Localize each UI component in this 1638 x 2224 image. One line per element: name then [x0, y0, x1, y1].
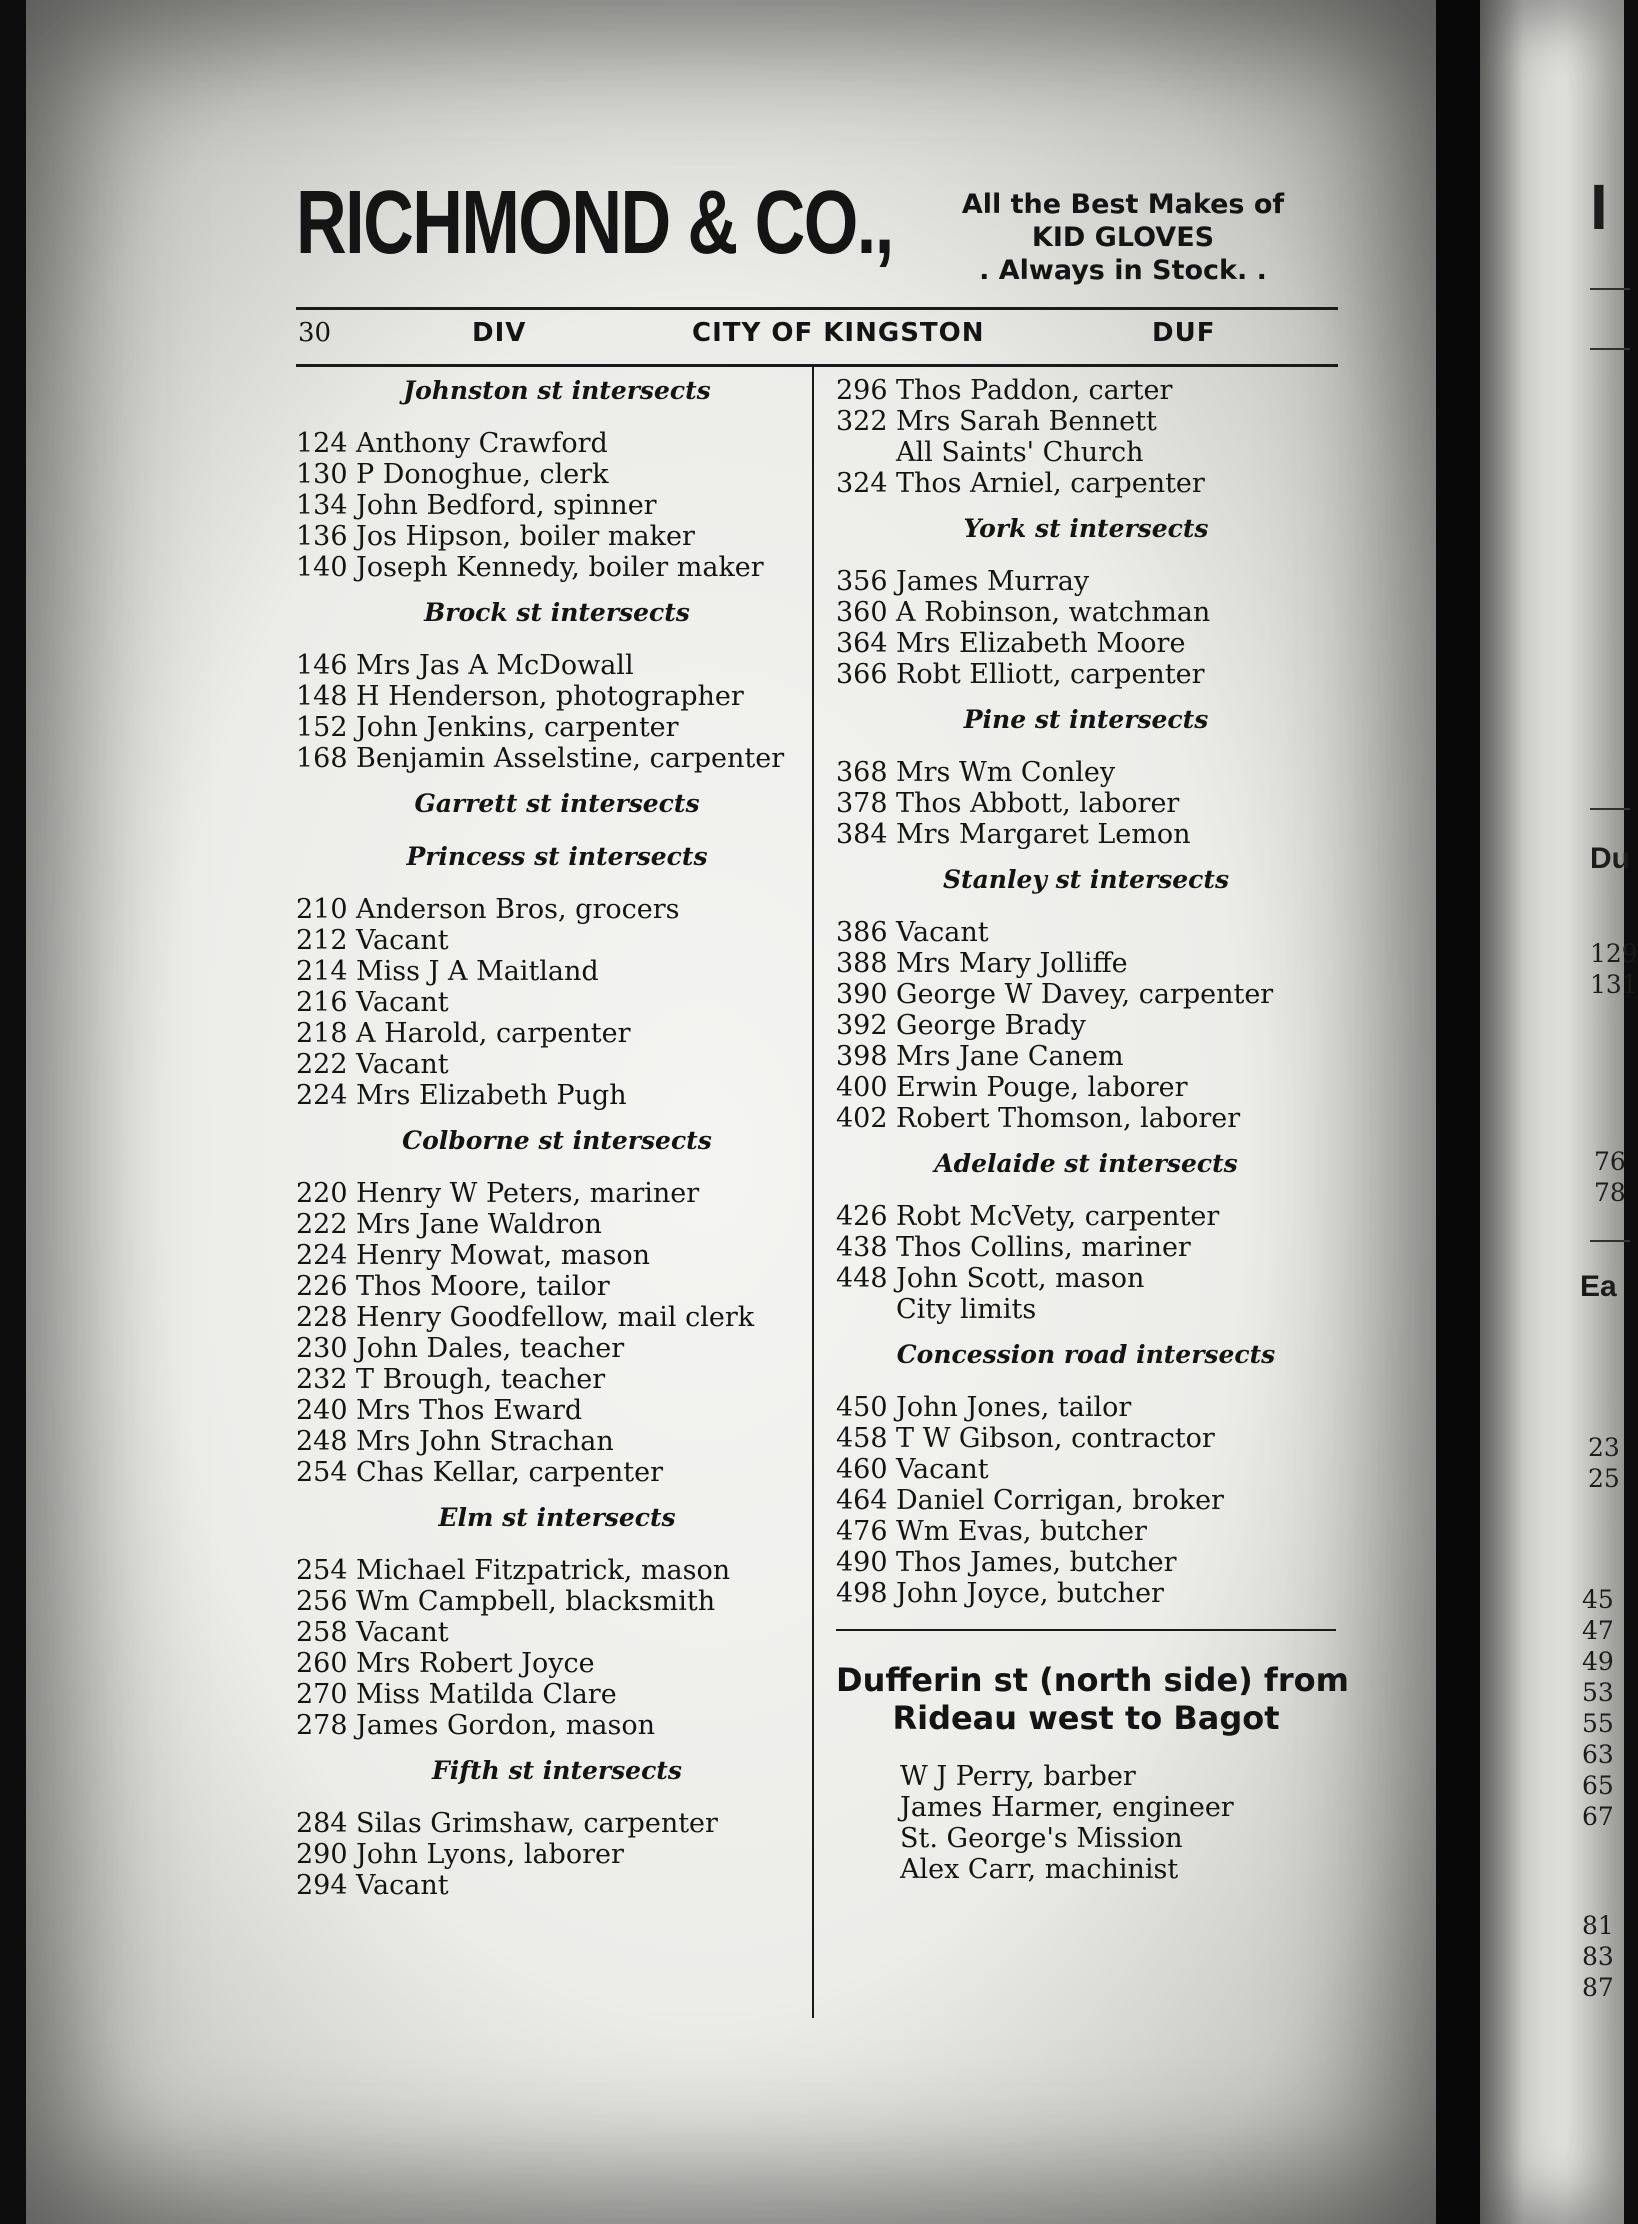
facing-house-number: 53 — [1582, 1678, 1614, 1707]
resident-name: Thos Moore, tailor — [356, 1271, 610, 1302]
resident-name: Mrs Mary Jolliffe — [896, 948, 1128, 979]
directory-entry — [296, 1648, 818, 1679]
resident-name: George W Davey, carpenter — [896, 979, 1274, 1010]
house-number: 366 — [836, 659, 888, 690]
directory-entry — [296, 459, 818, 490]
house-number: 152 — [296, 712, 348, 743]
house-number: 398 — [836, 1041, 888, 1072]
resident-name: John Bedford, spinner — [356, 490, 657, 521]
resident-name: Wm Evas, butcher — [896, 1516, 1147, 1547]
directory-entry — [836, 788, 1336, 819]
directory-entry — [836, 1010, 1336, 1041]
resident-name: James Gordon, mason — [356, 1710, 655, 1741]
directory-entry — [836, 468, 1336, 499]
directory-entry — [296, 1679, 818, 1710]
directory-entry — [836, 1201, 1336, 1232]
house-number: 458 — [836, 1423, 888, 1454]
house-number: 232 — [296, 1364, 348, 1395]
resident-name: Vacant — [356, 925, 449, 956]
facing-number-group — [1582, 1910, 1614, 2003]
house-number: 146 — [296, 650, 348, 681]
directory-entry — [836, 1578, 1336, 1609]
intersect-heading: Colborne st intersects — [402, 1126, 712, 1155]
house-number: 324 — [836, 468, 888, 499]
directory-entry — [296, 681, 818, 712]
running-head-right-label: DUF — [1152, 318, 1216, 348]
intersect-heading: Adelaide st intersects — [934, 1149, 1238, 1178]
directory-entry — [296, 925, 818, 956]
resident-name: Alex Carr, machinist — [900, 1854, 1179, 1885]
directory-entry — [296, 552, 818, 583]
house-number: 438 — [836, 1232, 888, 1263]
resident-name: James Harmer, engineer — [900, 1792, 1234, 1823]
house-number: 322 — [836, 406, 888, 437]
resident-name: James Murray — [896, 566, 1090, 597]
facing-heading-letter: I — [1590, 171, 1608, 243]
directory-entry — [836, 628, 1336, 659]
directory-entry — [836, 1454, 1336, 1485]
house-number: 210 — [296, 894, 348, 925]
house-number: 218 — [296, 1018, 348, 1049]
house-number: 134 — [296, 490, 348, 521]
directory-entry — [296, 490, 818, 521]
resident-name: Thos Collins, mariner — [896, 1232, 1191, 1263]
facing-house-number: 78 — [1594, 1178, 1626, 1207]
section-title-line: Rideau west to Bagot — [892, 1699, 1280, 1737]
section-title-line: Dufferin st (north side) from — [836, 1661, 1349, 1699]
directory-entry — [296, 1271, 818, 1302]
advert-company-name: RICHMOND & CO., — [296, 173, 893, 273]
house-number: 256 — [296, 1586, 348, 1617]
house-number: 214 — [296, 956, 348, 987]
resident-name: John Jenkins, carpenter — [356, 712, 679, 743]
resident-name: A Robinson, watchman — [896, 597, 1211, 628]
directory-page — [26, 0, 1436, 2224]
directory-entry — [296, 1617, 818, 1648]
house-number: 224 — [296, 1080, 348, 1111]
directory-entry — [836, 406, 1336, 437]
resident-name: Robt Elliott, carpenter — [896, 659, 1205, 690]
facing-number-group — [1582, 1584, 1614, 1832]
resident-name: A Harold, carpenter — [356, 1018, 631, 1049]
intersect-heading: Fifth st intersects — [432, 1756, 682, 1785]
resident-name: Mrs Robert Joyce — [356, 1648, 595, 1679]
section-title — [836, 1661, 1349, 1737]
resident-name: George Brady — [896, 1010, 1086, 1041]
facing-house-number: 47 — [1582, 1616, 1614, 1645]
house-number: 392 — [836, 1010, 888, 1041]
directory-entry — [836, 1547, 1336, 1578]
resident-name: Henry W Peters, mariner — [356, 1178, 700, 1209]
advert-tagline-line: . Always in Stock. . — [979, 255, 1267, 286]
advert-tagline-line: KID GLOVES — [1031, 222, 1215, 253]
directory-entry — [836, 1294, 1336, 1325]
resident-name: Mrs Wm Conley — [896, 757, 1116, 788]
directory-entry — [296, 1240, 818, 1271]
left-column — [296, 375, 818, 1901]
resident-name: Vacant — [356, 1870, 449, 1901]
resident-name: Joseph Kennedy, boiler maker — [356, 552, 764, 583]
header-rule-top — [296, 307, 1338, 310]
house-number: 222 — [296, 1049, 348, 1080]
intersect-heading: Brock st intersects — [424, 598, 690, 627]
resident-name: Mrs Thos Eward — [356, 1395, 583, 1426]
directory-entry — [296, 1395, 818, 1426]
intersect-heading: Johnston st intersects — [403, 376, 711, 405]
directory-entry — [296, 987, 818, 1018]
house-number: 490 — [836, 1547, 888, 1578]
facing-house-number: 65 — [1582, 1771, 1614, 1800]
resident-name: W J Perry, barber — [900, 1761, 1136, 1792]
resident-name: Chas Kellar, carpenter — [356, 1457, 663, 1488]
house-number: 384 — [836, 819, 888, 850]
directory-entry — [836, 659, 1336, 690]
directory-entry — [296, 1839, 818, 1870]
house-number: 378 — [836, 788, 888, 819]
directory-entry — [296, 1586, 818, 1617]
house-number: 296 — [836, 375, 888, 406]
house-number: 388 — [836, 948, 888, 979]
resident-name: Mrs John Strachan — [356, 1426, 614, 1457]
facing-house-number: 129 — [1590, 939, 1638, 968]
directory-entry — [836, 819, 1336, 850]
house-number: 402 — [836, 1103, 888, 1134]
directory-entry — [296, 1457, 818, 1488]
house-number: 124 — [296, 428, 348, 459]
facing-house-number: 23 — [1588, 1433, 1620, 1462]
facing-house-number: 81 — [1582, 1911, 1614, 1940]
house-number: 248 — [296, 1426, 348, 1457]
facing-number-group — [1594, 1146, 1626, 1208]
directory-entry — [836, 948, 1336, 979]
house-number: 386 — [836, 917, 888, 948]
house-number: 226 — [296, 1271, 348, 1302]
intersect-heading: Elm st intersects — [438, 1503, 676, 1532]
resident-name: Vacant — [356, 1049, 449, 1080]
directory-entry — [900, 1761, 1336, 1792]
resident-name: Wm Campbell, blacksmith — [356, 1586, 716, 1617]
resident-name: Henry Mowat, mason — [356, 1240, 650, 1271]
house-number: 270 — [296, 1679, 348, 1710]
house-number: 364 — [836, 628, 888, 659]
directory-entry — [296, 1710, 818, 1741]
directory-entry — [836, 597, 1336, 628]
directory-entry — [836, 1485, 1336, 1516]
resident-name: T W Gibson, contractor — [896, 1423, 1215, 1454]
directory-entry — [296, 1555, 818, 1586]
house-number: 258 — [296, 1617, 348, 1648]
header-rule-bottom — [296, 364, 1338, 367]
house-number: 230 — [296, 1333, 348, 1364]
house-number: 212 — [296, 925, 348, 956]
directory-entry — [296, 956, 818, 987]
intersect-heading: Princess st intersects — [406, 842, 708, 871]
directory-entry — [836, 566, 1336, 597]
resident-name: Robt McVety, carpenter — [896, 1201, 1220, 1232]
directory-entry — [296, 743, 818, 774]
page-number: 30 — [298, 318, 332, 348]
resident-name: John Joyce, butcher — [896, 1578, 1164, 1609]
resident-name: Jos Hipson, boiler maker — [356, 521, 695, 552]
resident-name: Mrs Sarah Bennett — [896, 406, 1157, 437]
running-head-title: CITY OF KINGSTON — [692, 318, 985, 348]
facing-house-number: 63 — [1582, 1740, 1614, 1769]
house-number: 356 — [836, 566, 888, 597]
directory-entry — [296, 1018, 818, 1049]
house-number: 228 — [296, 1302, 348, 1333]
directory-entry — [836, 917, 1336, 948]
directory-entry — [296, 1080, 818, 1111]
resident-name: H Henderson, photographer — [356, 681, 744, 712]
resident-name: Michael Fitzpatrick, mason — [356, 1555, 731, 1586]
facing-section-start: Du — [1590, 842, 1630, 875]
intersect-heading: York st intersects — [963, 514, 1209, 543]
resident-name: Mrs Elizabeth Moore — [896, 628, 1186, 659]
directory-entry — [296, 1333, 818, 1364]
facing-section-start: Ea — [1580, 1270, 1617, 1303]
house-number: 476 — [836, 1516, 888, 1547]
directory-entry — [836, 757, 1336, 788]
resident-name: Silas Grimshaw, carpenter — [356, 1808, 718, 1839]
house-number: 294 — [296, 1870, 348, 1901]
directory-entry — [836, 1072, 1336, 1103]
house-number: 222 — [296, 1209, 348, 1240]
directory-entry — [296, 650, 818, 681]
resident-name: Thos Paddon, carter — [896, 375, 1173, 406]
directory-entry — [836, 979, 1336, 1010]
resident-name: Anderson Bros, grocers — [356, 894, 680, 925]
intersect-heading: Pine st intersects — [963, 705, 1209, 734]
resident-name: John Scott, mason — [896, 1263, 1145, 1294]
house-number: 136 — [296, 521, 348, 552]
directory-entry — [836, 375, 1336, 406]
house-number: 460 — [836, 1454, 888, 1485]
facing-number-group — [1588, 1432, 1620, 1494]
house-number: 254 — [296, 1457, 348, 1488]
resident-name: Henry Goodfellow, mail clerk — [356, 1302, 755, 1333]
section-entries — [836, 1761, 1336, 1885]
directory-entry — [296, 1302, 818, 1333]
right-lead-entries — [836, 375, 1336, 499]
facing-house-number: 55 — [1582, 1709, 1614, 1738]
house-number: 368 — [836, 757, 888, 788]
facing-number-group — [1590, 938, 1638, 1000]
resident-name: Thos Abbott, laborer — [896, 788, 1180, 819]
directory-entry — [900, 1854, 1336, 1885]
book-gutter — [1436, 0, 1480, 2224]
house-number: 278 — [296, 1710, 348, 1741]
facing-house-number: 67 — [1582, 1802, 1614, 1831]
resident-name: Vacant — [356, 987, 449, 1018]
resident-name: Mrs Jane Waldron — [356, 1209, 602, 1240]
house-number: 464 — [836, 1485, 888, 1516]
resident-name: City limits — [896, 1294, 1037, 1325]
house-number: 290 — [296, 1839, 348, 1870]
resident-name: Mrs Elizabeth Pugh — [356, 1080, 627, 1111]
facing-rule — [1590, 288, 1630, 290]
directory-entry — [836, 1423, 1336, 1454]
directory-entry — [900, 1823, 1336, 1854]
house-number: 240 — [296, 1395, 348, 1426]
running-head-left-label: DIV — [472, 318, 527, 348]
directory-entry — [296, 1209, 818, 1240]
house-number: 450 — [836, 1392, 888, 1423]
advert-tagline-line: All the Best Makes of — [961, 189, 1285, 220]
house-number: 448 — [836, 1263, 888, 1294]
resident-name: Vacant — [896, 1454, 989, 1485]
running-head — [296, 318, 1338, 354]
resident-name: Miss Matilda Clare — [356, 1679, 617, 1710]
directory-entry — [296, 1049, 818, 1080]
directory-entry — [296, 1870, 818, 1901]
house-number: 284 — [296, 1808, 348, 1839]
house-number: 224 — [296, 1240, 348, 1271]
facing-house-number: 25 — [1588, 1464, 1620, 1493]
resident-name: Anthony Crawford — [356, 428, 608, 459]
resident-name: Vacant — [896, 917, 989, 948]
facing-house-number: 131 — [1590, 970, 1638, 999]
directory-entry — [836, 1041, 1336, 1072]
resident-name: Daniel Corrigan, broker — [896, 1485, 1224, 1516]
directory-entry — [296, 712, 818, 743]
house-number: 148 — [296, 681, 348, 712]
resident-name: Robert Thomson, laborer — [896, 1103, 1241, 1134]
directory-entry — [296, 1178, 818, 1209]
facing-rule — [1590, 348, 1630, 350]
house-number: 390 — [836, 979, 888, 1010]
intersect-heading: Garrett st intersects — [414, 789, 700, 818]
directory-entry — [296, 894, 818, 925]
house-number: 140 — [296, 552, 348, 583]
directory-entry — [836, 1232, 1336, 1263]
resident-name: P Donoghue, clerk — [356, 459, 609, 490]
resident-name: All Saints' Church — [896, 437, 1144, 468]
house-number: 400 — [836, 1072, 888, 1103]
facing-rule — [1590, 808, 1630, 810]
facing-house-number: 76 — [1594, 1147, 1626, 1176]
resident-name: St. George's Mission — [900, 1823, 1183, 1854]
resident-name: Thos James, butcher — [896, 1547, 1177, 1578]
intersect-heading: Concession road intersects — [896, 1340, 1276, 1369]
house-number: 220 — [296, 1178, 348, 1209]
house-number: 216 — [296, 987, 348, 1018]
directory-entry — [836, 1392, 1336, 1423]
resident-name: Miss J A Maitland — [356, 956, 599, 987]
resident-name: John Dales, teacher — [356, 1333, 625, 1364]
house-number: 130 — [296, 459, 348, 490]
directory-entry — [296, 1364, 818, 1395]
directory-entry — [296, 428, 818, 459]
directory-entry — [296, 1426, 818, 1457]
resident-name: T Brough, teacher — [356, 1364, 606, 1395]
house-number: 360 — [836, 597, 888, 628]
resident-name: Mrs Jas A McDowall — [356, 650, 634, 681]
resident-name: Thos Arniel, carpenter — [896, 468, 1205, 499]
directory-entry — [296, 1808, 818, 1839]
directory-entry — [836, 1263, 1336, 1294]
directory-entry — [296, 521, 818, 552]
resident-name: John Lyons, laborer — [356, 1839, 624, 1870]
directory-entry — [900, 1792, 1336, 1823]
directory-entry — [836, 437, 1336, 468]
facing-house-number: 49 — [1582, 1647, 1614, 1676]
house-number: 168 — [296, 743, 348, 774]
advert-tagline — [888, 188, 1358, 287]
resident-name: Erwin Pouge, laborer — [896, 1072, 1188, 1103]
facing-page-edge — [1480, 0, 1638, 2224]
resident-name: Mrs Margaret Lemon — [896, 819, 1191, 850]
house-number: 426 — [836, 1201, 888, 1232]
right-blocks — [836, 513, 1336, 1609]
house-number: 498 — [836, 1578, 888, 1609]
facing-rule — [1590, 1240, 1630, 1242]
facing-house-number: 83 — [1582, 1942, 1614, 1971]
resident-name: Mrs Jane Canem — [896, 1041, 1124, 1072]
right-column — [836, 375, 1349, 1885]
facing-house-number: 87 — [1582, 1973, 1614, 2002]
resident-name: John Jones, tailor — [896, 1392, 1132, 1423]
house-number: 260 — [296, 1648, 348, 1679]
section-rule — [836, 1629, 1336, 1631]
directory-entry — [836, 1516, 1336, 1547]
directory-entry — [836, 1103, 1336, 1134]
facing-house-number: 45 — [1582, 1585, 1614, 1614]
intersect-heading: Stanley st intersects — [942, 865, 1230, 894]
house-number: 254 — [296, 1555, 348, 1586]
resident-name: Vacant — [356, 1617, 449, 1648]
resident-name: Benjamin Asselstine, carpenter — [356, 743, 785, 774]
